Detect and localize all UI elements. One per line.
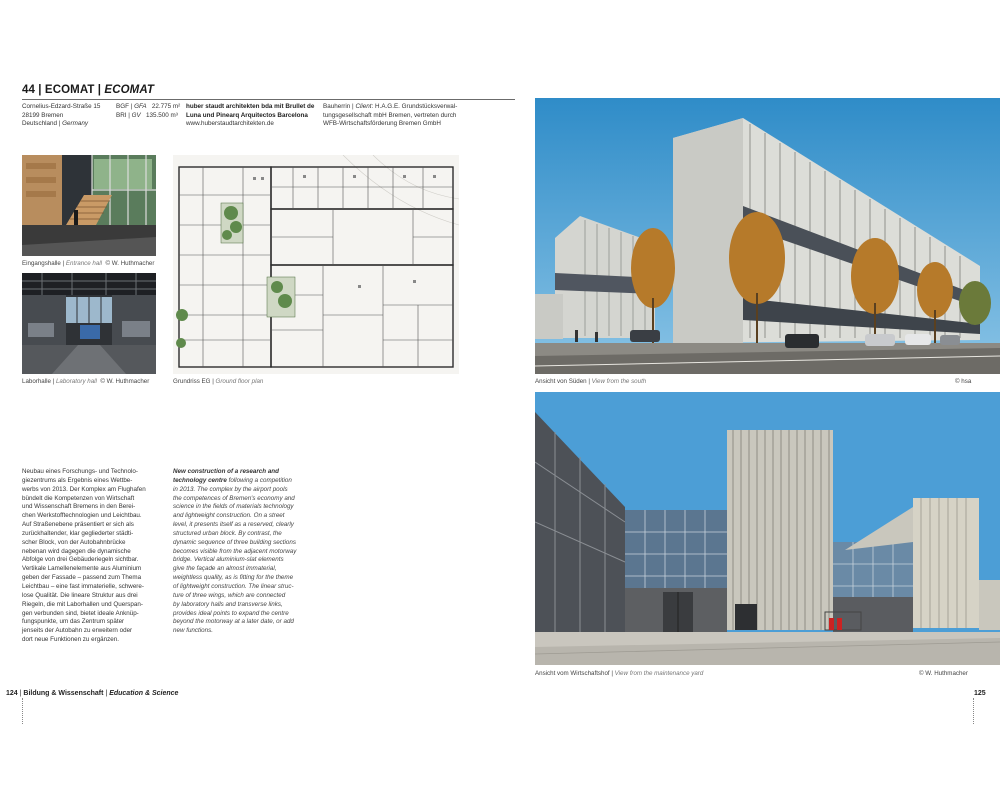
folio-rule-right	[973, 698, 974, 724]
south-view-photo	[535, 98, 1000, 374]
maintenance-yard-credit: © W. Huthmacher	[919, 670, 968, 677]
project-title: 44 | ECOMAT | ECOMAT	[22, 84, 154, 96]
section-name-de: Bildung & Wissenschaft	[23, 690, 104, 697]
folio-rule-left	[22, 698, 23, 724]
south-view-credit: © hsa	[955, 378, 972, 385]
footer-left: 124 | Bildung & Wissenschaft | Education & Science	[6, 690, 179, 697]
project-title-de: ECOMAT	[44, 84, 95, 96]
architects-url[interactable]: www.huberstaudtarchitekten.de	[186, 120, 274, 128]
header-rule	[22, 99, 515, 100]
entrance-hall-caption: Eingangshalle | Entrance hall © W. Huthmacher	[22, 260, 155, 267]
maintenance-yard-caption: Ansicht vom Wirtschaftshof | View from the maintenance yard	[535, 670, 704, 677]
floor-plan-caption: Grundriss EG | Ground floor plan	[173, 378, 264, 385]
laboratory-hall-photo	[22, 273, 156, 374]
project-title-en: ECOMAT	[104, 84, 154, 96]
body-text-de: Neubau eines Forschungs- und Technolo- giezentrums als Ergebnis eines Wettbe- werbs von 2013. Der Komplex am Flughafen bündelt die Kompetenzen von Wirtschaft und Wissenschaft Bremens in den Berei- chen Werkstofftechnologien und Leichtbau. Auf Straßenebene präsentiert er sich als zurückhaltender, klar gegliederter städti- scher Block, von der Autobahnbrücke nebenan wird dagegen die dynamische Abfolge von drei Gebäuderiegeln sichtbar. Vertikale Lamellenelemente aus Aluminium geben der Fassade – passend zum Thema Leichtbau – eine fast immaterielle, schwere- lose Qualität. Die lineare Struktur aus drei Riegeln, die mit Laborhallen und Querspan- gen verbunden sind, bietet ideale Anknüp- fungspunkte, um das Zentrum später jenseits der Autobahn zu erweitern oder dort neue Funktionen zu ergänzen.	[22, 468, 146, 644]
entrance-hall-photo	[22, 155, 156, 256]
section-name-en: Education & Science	[109, 690, 179, 697]
architects-block: huber staudt architekten bda mit Brullet de Luna und Pinearq Arquitectos Barcelona www.huberstaudtarchitekten.de	[186, 103, 321, 129]
page-number-right: 125	[974, 690, 986, 697]
client-block: Bauherrin | Client: H.A.G.E. Grundstücksverwal- tungsgesellschaft mbH Bremen, vertreten durch WFB-Wirtschaftsförderung Bremen GmbH	[323, 103, 458, 128]
address-block: Cornelius-Edzard-Straße 15 28199 Bremen Deutschland | Germany	[22, 103, 101, 128]
body-text-en: New construction of a research and technology centre following a competition in 2013. The complex by the airport pools the competences of Bremen's economy and science in the fields of materials technology and lightweight construction. On a street level, it presents itself as a reserved, clearly structured urban block. By contrast, the dynamic sequence of three building sections becomes visible from the adjacent motorway bridge. Vertical aluminium-slat elements give the façade an almost immaterial, weightless quality, as is fitting for the theme of lightweight construction. The linear struc- ture of three wings, which are connected by laboratory halls and transverse links, provides ideal points to expand the centre beyond the motorway at a later date, or add new functions.	[173, 468, 297, 635]
south-view-caption: Ansicht von Süden | View from the south	[535, 378, 647, 385]
maintenance-yard-photo	[535, 392, 1000, 665]
project-number: 44	[22, 84, 35, 96]
ground-floor-plan	[173, 155, 459, 374]
page-number-left: 124	[6, 690, 18, 697]
laboratory-hall-caption: Laborhalle | Laboratory hall © W. Huthmacher	[22, 378, 150, 385]
area-figures: BGF | GFA 22.775 m² BRI | GV 135.500 m³	[116, 103, 181, 119]
